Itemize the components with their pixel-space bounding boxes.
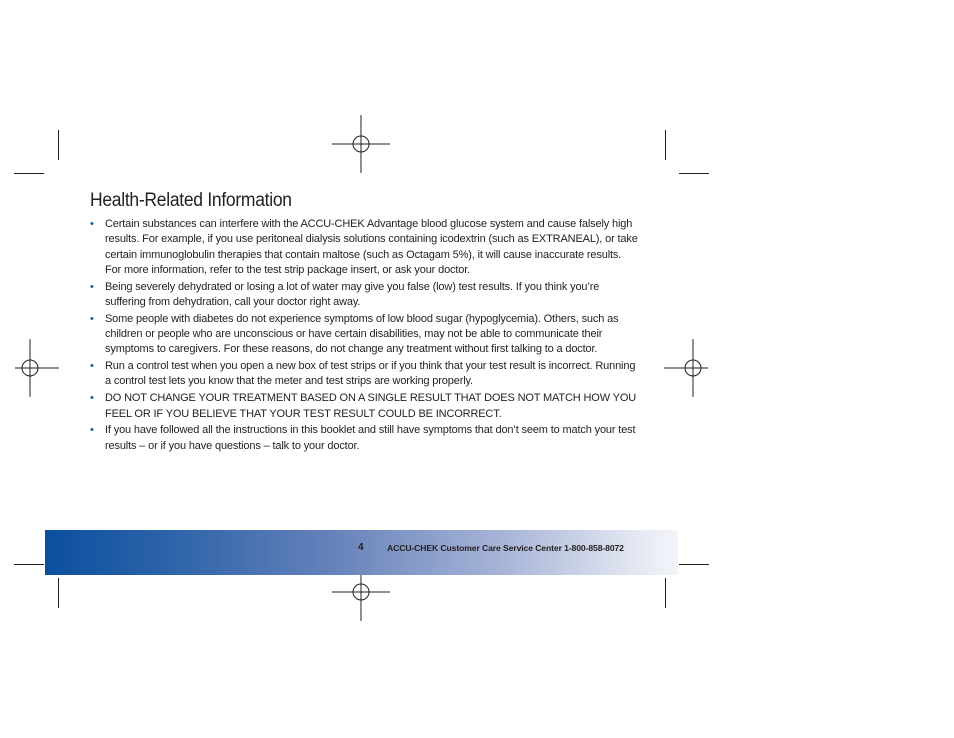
crop-mark-top-left-horizontal [14,173,44,174]
crop-mark-top-right-horizontal [679,173,709,174]
footer-contact-text: ACCU-CHEK Customer Care Service Center 1-800-858-8072 [387,543,624,553]
crop-mark-top-left-vertical [58,130,59,160]
list-item [90,280,638,311]
crop-mark-bottom-right-vertical [665,578,666,608]
bullet-icon: • [90,312,94,325]
list-item [90,359,638,390]
bullet-list [90,217,638,454]
registration-mark-left-icon [1,339,59,397]
list-item-text: DO NOT CHANGE YOUR TREATMENT BASED ON A SINGLE RESULT THAT DOES NOT MATCH HOW YOU FEEL OR IF YOU BELIEVE THAT YOUR TEST RESULT COULD BE INCORRECT. [105,392,637,420]
list-item-text: Some people with diabetes do not experience symptoms of low blood sugar (hypoglycemia). Others, such as children or people who are unconscious or have certain disabilities, may not be able to communicate their symptoms to caregivers. For these reasons, do not change any treatment without first talking to a doctor. [105,312,619,356]
registration-mark-right-icon [664,339,722,397]
crop-mark-bottom-right-horizontal [679,564,709,565]
list-item-text: Being severely dehydrated or losing a lot of water may give you false (low) test results. If you think you’re suffering from dehydration, call your doctor right away. [105,280,600,308]
bullet-icon: • [90,218,94,230]
list-item [90,217,638,278]
list-item-text: Run a control test when you open a new box of test strips or if you think that your test result is incorrect. Running a control test lets you know that the meter and test strips are working properly. [105,360,636,388]
registration-mark-top-icon [332,115,390,173]
page-title: Health-Related Information [90,190,292,211]
health-info-section [90,190,638,455]
crop-mark-top-right-vertical [665,130,666,160]
crop-mark-bottom-left-horizontal [14,564,44,565]
bullet-icon: • [90,392,94,405]
bullet-icon: • [90,424,94,437]
list-item [90,423,638,454]
page-number: 4 [358,542,364,553]
list-item-text: If you have followed all the instructions in this booklet and still have symptoms that don’t seem to match your test results – or if you have questions – talk to your doctor. [105,424,636,452]
list-item [90,312,638,358]
bullet-icon: • [90,280,94,293]
crop-mark-bottom-left-vertical [58,578,59,608]
bullet-icon: • [90,360,94,373]
list-item [90,391,638,422]
list-item-text: Certain substances can interfere with the ACCU-CHEK Advantage blood glucose system and cause falsely high results. For example, if you use peritoneal dialysis solutions containing icodextrin (such as EXTRANEAL), or take certain immunoglobulin therapies that contain maltose (such as Octagam 5%), it will cause inaccurate results. For more information, refer to the test strip package insert, or ask your doctor. [105,218,638,276]
